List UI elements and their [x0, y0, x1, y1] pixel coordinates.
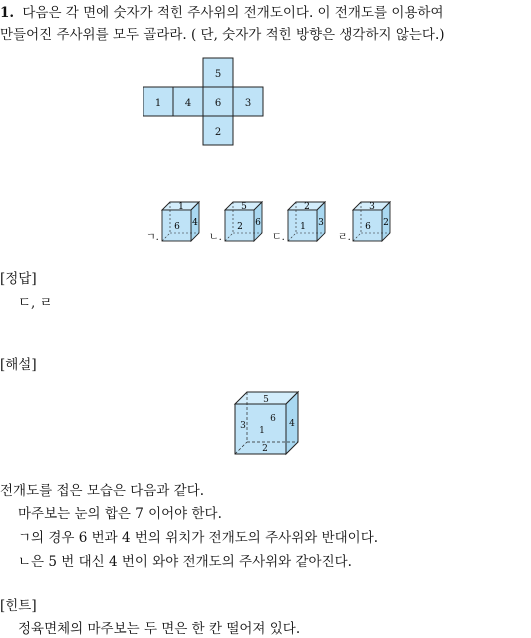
option-b-side: 6: [255, 218, 261, 228]
explanation-line-3: ㄱ의 경우 6 번과 4 번의 위치가 전개도의 주사위와 반대이다.: [18, 530, 379, 546]
option-b-label: ㄴ.: [209, 232, 222, 243]
option-d: [353, 202, 390, 241]
option-c-top: 2: [304, 202, 310, 212]
option-a: [162, 202, 199, 241]
option-a-front: 6: [174, 222, 180, 232]
folded-cube-diagram: [232, 390, 302, 458]
explanation-heading: [해설]: [0, 357, 37, 373]
dice-net-diagram: [143, 57, 265, 147]
options-row: [140, 198, 400, 244]
option-a-side: 4: [192, 218, 198, 228]
option-c-front: 1: [300, 222, 306, 232]
hint-heading: [힌트]: [0, 598, 37, 614]
option-c: [288, 202, 325, 241]
cube-label-left: 3: [240, 421, 246, 431]
option-d-side: 2: [383, 218, 389, 228]
answer-heading: [정답]: [0, 271, 37, 287]
net-label-left: 1: [154, 98, 162, 109]
option-d-label: ㄹ.: [338, 232, 351, 243]
net-label-center: 6: [214, 98, 222, 109]
option-c-label: ㄷ.: [272, 232, 285, 243]
option-c-side: 3: [318, 218, 324, 228]
question-number: 1.: [0, 5, 15, 21]
explanation-line-4: ㄴ은 5 번 대신 4 번이 와야 전개도의 주사위와 같아진다.: [18, 554, 352, 570]
answer-text: ㄷ, ㄹ: [18, 295, 53, 311]
option-d-front: 6: [365, 222, 371, 232]
option-b: [225, 202, 262, 241]
net-label-mid-left: 4: [184, 98, 192, 109]
option-a-top: 1: [178, 202, 184, 212]
cube-label-bottom: 2: [262, 444, 268, 454]
option-b-front: 2: [237, 222, 243, 232]
option-d-top: 3: [369, 202, 375, 212]
net-label-bottom: 2: [214, 127, 222, 138]
explanation-line-1: 전개도를 접은 모습은 다음과 같다.: [0, 483, 205, 499]
explanation-line-2: 마주보는 눈의 합은 7 이어야 한다.: [18, 506, 222, 522]
question-text-1: 다음은 각 면에 숫자가 적힌 주사위의 전개도이다. 이 전개도를 이용하여: [22, 5, 444, 21]
hint-text: 정육면체의 마주보는 두 면은 한 칸 떨어져 있다.: [18, 621, 301, 637]
cube-label-center-1: 1: [259, 426, 265, 436]
cube-label-top: 5: [263, 395, 269, 405]
question-text-2: 만들어진 주사위를 모두 골라라. ( 단, 숫자가 적힌 방향은 생각하지 않는다.): [0, 27, 445, 43]
option-b-top: 5: [241, 202, 247, 212]
question-line-1: [0, 4, 444, 22]
net-label-right: 3: [244, 98, 252, 109]
cube-label-right: 4: [289, 419, 295, 429]
net-label-top: 5: [214, 69, 222, 80]
cube-label-center-6: 6: [270, 414, 276, 424]
option-a-label: ㄱ.: [146, 232, 159, 243]
